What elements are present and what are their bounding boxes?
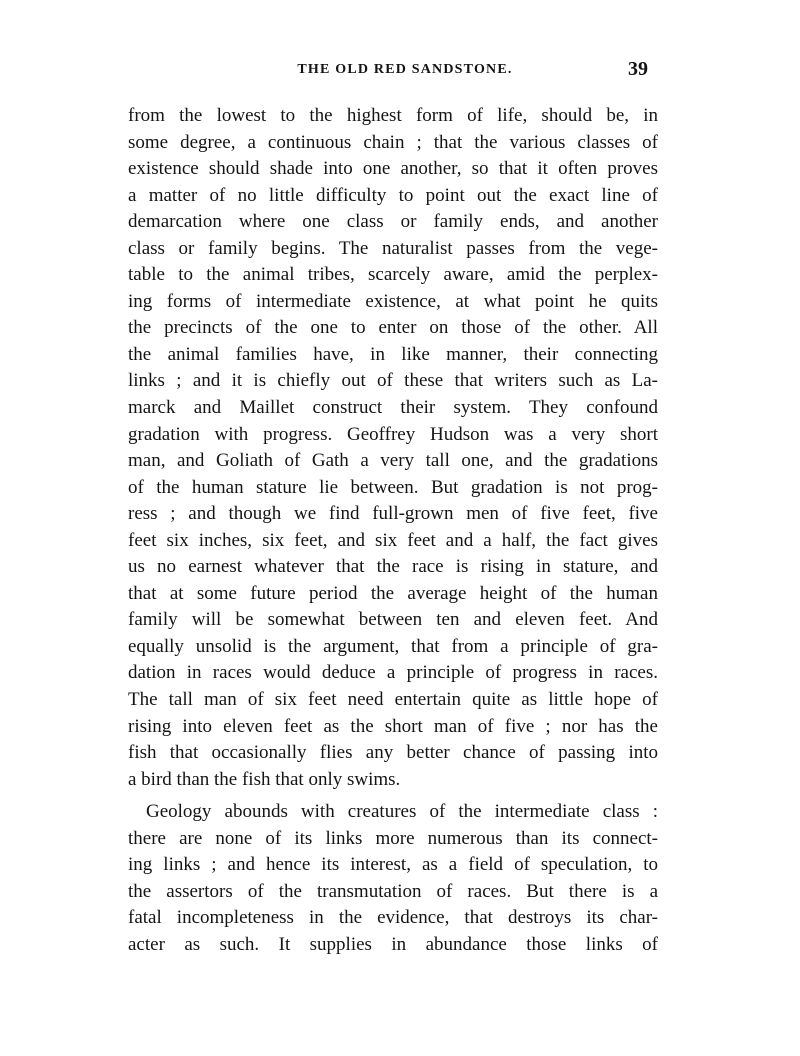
text-line: the animal families have, in like manner, their connecting (128, 343, 658, 365)
text-line: a bird than the fish that only swims. (128, 768, 401, 790)
text-line: of the human stature lie between. But gradation is not prog- (128, 476, 658, 498)
text-line: a matter of no little difficulty to point out the exact line of (128, 184, 658, 206)
body-text (128, 103, 658, 959)
text-line: class or family begins. The naturalist passes from the vege- (128, 237, 658, 259)
text-line: Geology abounds with creatures of the intermediate class : (146, 801, 658, 823)
text-line: ing links ; and hence its interest, as a field of speculation, to (128, 854, 658, 876)
text-line: feet six inches, six feet, and six feet and a half, the fact gives (128, 529, 658, 551)
text-line: us no earnest whatever that the race is rising in stature, and (128, 556, 658, 578)
text-line: marck and Maillet construct their system. They confound (128, 397, 658, 419)
text-line: the assertors of the transmutation of races. But there is a (128, 880, 658, 902)
text-line: demarcation where one class or family ends, and another (128, 211, 658, 233)
text-line: links ; and it is chiefly out of these that writers such as La- (128, 370, 658, 392)
text-line: rising into eleven feet as the short man of five ; nor has the (128, 715, 658, 737)
text-line: The tall man of six feet need entertain quite as little hope of (128, 689, 658, 711)
page-number: 39 (628, 58, 648, 80)
text-line: man, and Goliath of Gath a very tall one, and the gradations (128, 450, 658, 472)
text-line: dation in races would deduce a principle of progress in races. (128, 662, 658, 684)
text-line: gradation with progress. Geoffrey Hudson was a very short (128, 423, 658, 445)
text-line: equally unsolid is the argument, that from a principle of gra- (128, 635, 658, 657)
text-line: fish that occasionally flies any better chance of passing into (128, 742, 658, 764)
text-line: existence should shade into one another, so that it often proves (128, 158, 658, 180)
text-line: acter as such. It supplies in abundance those links of (128, 933, 658, 955)
running-title: THE OLD RED SANDSTONE. (297, 62, 513, 77)
text-line: ing forms of intermediate existence, at what point he quits (128, 290, 658, 312)
text-line: some degree, a continuous chain ; that the various classes of (128, 131, 658, 153)
text-line: from the lowest to the highest form of life, should be, in (128, 105, 658, 126)
text-line: ress ; and though we find full-grown men of five feet, five (128, 503, 658, 525)
text-line: that at some future period the average height of the human (128, 582, 658, 604)
text-line: table to the animal tribes, scarcely aware, amid the perplex- (128, 264, 658, 286)
paragraph-2 (128, 799, 658, 958)
text-line: family will be somewhat between ten and eleven feet. And (128, 609, 658, 631)
text-line: there are none of its links more numerous than its connect- (128, 827, 658, 849)
text-line: fatal incompleteness in the evidence, that destroys its char- (128, 907, 658, 929)
paragraph-1 (128, 103, 658, 793)
text-line: the precincts of the one to enter on those of the other. All (128, 317, 658, 339)
